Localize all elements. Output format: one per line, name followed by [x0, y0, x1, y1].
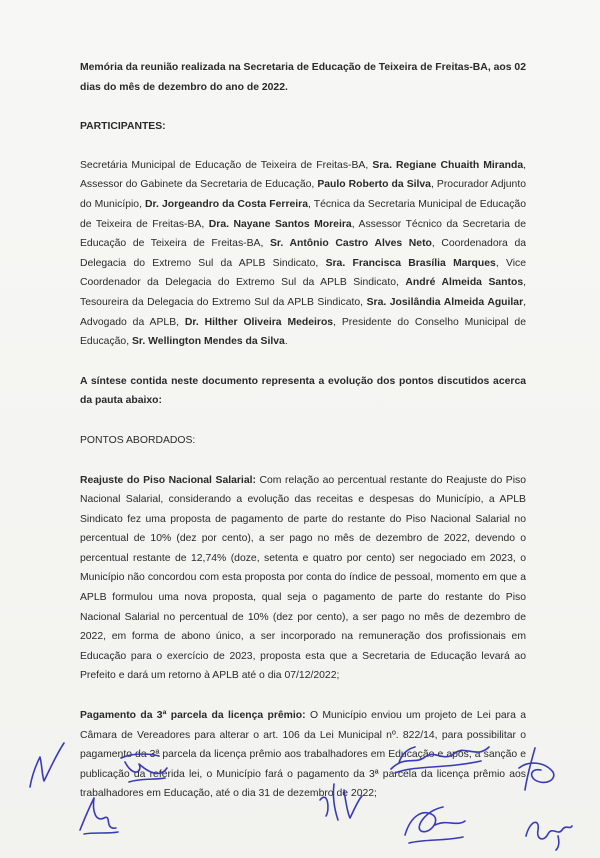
participant-name: Dr. Hilther Oliveira Medeiros	[184, 316, 334, 328]
point-text: O Município enviou um projeto de Lei para a Câmara de Vereadores para alterar o art. 106 da Lei Municipal nº. 822/14, para possibilitar o pagamento da 3ª parcela da licença prêmio aos trabalhadores em Educação e após, a sanção e publicação da referida lei, o Município fará o pagamento da 3ª parcela da licença prêmio aos trabalhadores em Educação, até o dia 31 de dezembro de 2022;	[80, 710, 527, 800]
participant-name: Sr. Wellington Mendes da Silva	[132, 336, 285, 348]
participant-name: Sra. Regiane Chuaith Miranda	[372, 159, 524, 171]
participant-name: Paulo Roberto da Silva	[317, 179, 431, 191]
participant-role: , Vice Coordenador da Delegacia do Extremo Sul da APLB Sindicato,	[80, 257, 526, 289]
participant-role: , Tesoureira da Delegacia do Extremo Sul da APLB Sindicato,	[80, 277, 526, 308]
point-reajuste	[80, 471, 526, 687]
point-text: Com relação ao percentual restante do Reajuste do Piso Nacional Salarial, considerando a evolução das receitas e despesas do Município, a APLB Sindicato fez uma proposta de pagamento de parte do restante do Piso Nacional Salarial no percentual de 10% (dez por cento), a ser pago no mês de dezembro de 2022, devendo o percentual restante de 12,74% (doze, setenta e quatro por cento) ser negociado em 2023, o Município não concordou com esta proposta por conta do índice de pessoal, momento em que a APLB formulou uma nova proposta, qual seja o pagamento de parte do restante do Piso Nacional Salarial no percentual de 10% (dez por cento), a ser pago no mês de dezembro de 2022, em forma de abono único, a ser incorporado na remuneração dos profissionais em Educação para o exercício de 2023, proposta esta que a Secretaria de Educação levará ao Prefeito e dará um retorno à APLB até o dia 07/12/2022;	[80, 474, 526, 682]
participant-name: Sr. Antônio Castro Alves Neto	[269, 238, 432, 250]
participant-role: , Coordenadora da Delegacia do Extremo Sul da APLB Sindicato,	[80, 238, 527, 269]
signature-3	[74, 790, 124, 840]
participant-role: , Presidente do Conselho Municipal de Educação,	[80, 316, 526, 348]
participant-role: , Advogado da APLB,	[80, 296, 527, 328]
participant-name: Sra. Francisca Brasília Marques	[325, 257, 496, 269]
points-heading: PONTOS ABORDADOS:	[80, 434, 196, 446]
signature-8	[518, 806, 578, 851]
signature-7	[395, 795, 475, 850]
participants-paragraph	[80, 156, 526, 352]
participant-name: Sra. Josilândia Almeida Aguilar	[366, 296, 524, 308]
point-title: Reajuste do Piso Nacional Salarial:	[80, 474, 256, 486]
signature-4	[310, 770, 370, 830]
signature-2	[115, 748, 175, 788]
participants-heading: PARTICIPANTES:	[80, 121, 166, 133]
participant-name: Dra. Nayane Santos Moreira	[208, 218, 352, 230]
meeting-title: Memória da reunião realizada na Secretaria de Educação de Teixeira de Freitas-BA, aos 02 dias do mês de dezembro do ano de 2022.	[80, 62, 526, 93]
participants-end: .	[284, 336, 288, 348]
signature-1	[22, 735, 72, 795]
participant-role: , Procurador Adjunto do Município,	[80, 179, 527, 210]
participant-role: , Assessor do Gabinete da Secretaria de Educação,	[80, 159, 526, 191]
participant-role: , Técnica da Secretaria Municipal de Educação de Teixeira de Freitas-BA,	[80, 198, 526, 230]
document-body	[80, 58, 526, 804]
participant-role: , Assessor Técnico da Secretaria de Educação de Teixeira de Freitas-BA,	[80, 218, 526, 250]
participant-name: Dr. Jorgeandro da Costa Ferreira	[145, 198, 308, 210]
participant-role: Secretária Municipal de Educação de Teixeira de Freitas-BA,	[80, 159, 373, 171]
signature-5	[385, 735, 495, 780]
participant-name: André Almeida Santos	[405, 277, 524, 289]
point-title: Pagamento da 3ª parcela da licença prêmio:	[80, 710, 306, 722]
signature-6	[505, 740, 565, 800]
synthesis-text: A síntese contida neste documento representa a evolução dos pontos discutidos acerca da pauta abaixo:	[80, 375, 526, 407]
